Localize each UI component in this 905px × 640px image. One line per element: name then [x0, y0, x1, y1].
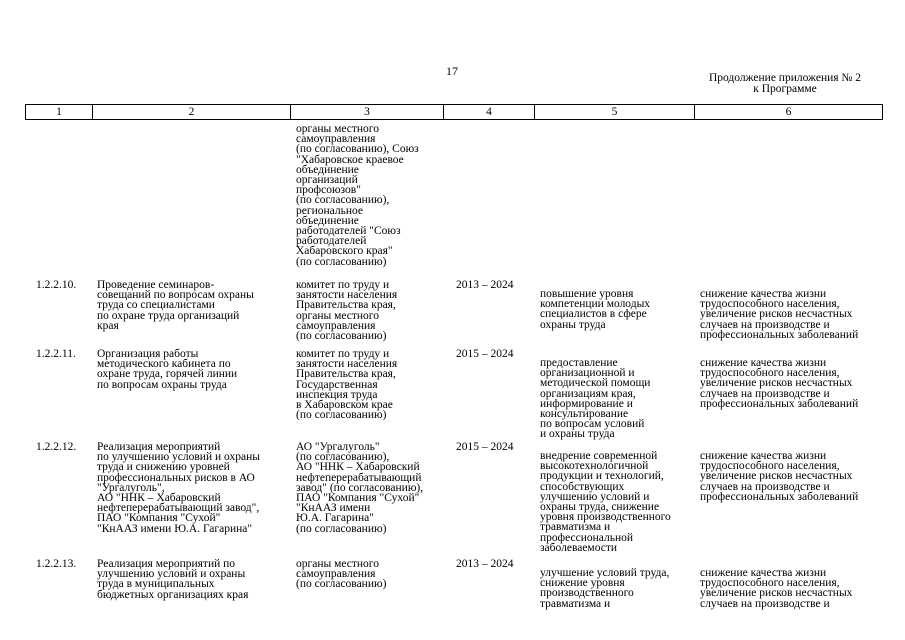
activity-cell [97, 442, 260, 534]
cell-line: занятости населения [296, 358, 398, 371]
cell-line: методической помощи [540, 377, 651, 390]
period-cell: 2015 – 2024 [456, 441, 514, 453]
executors-cell [296, 280, 397, 341]
cell-line: специалистов в сфере [540, 308, 647, 321]
cell-line: края [97, 319, 119, 332]
result-cell [540, 358, 650, 440]
cell-line: Правительства края, [296, 299, 396, 312]
cell-line: нефтеперерабатывающий [296, 471, 422, 484]
cell-line: организациям края, [540, 387, 636, 400]
cell-line: уровня производственного [540, 511, 671, 524]
cell-line: Государственная [296, 378, 378, 391]
cell-line: высокотехнологичной [540, 460, 649, 473]
cell-line: профессиональных заболеваний [700, 397, 859, 410]
activity-cell [97, 559, 248, 600]
cell-line: "Хабаровское краевое [296, 153, 404, 166]
cell-line: предоставление [540, 357, 618, 369]
cell-line: трудоспособного населения, [700, 460, 840, 473]
cell-line: АО "ННК – Хабаровский [296, 461, 420, 474]
row-number-cell: 1.2.2.13. [36, 558, 77, 570]
cell-line: ПАО "Компания "Сухой" [296, 492, 420, 505]
page-number: 17 [446, 64, 458, 78]
period-cell: 2013 – 2024 [456, 279, 514, 291]
cell-line: охране труда, горячей линии [97, 368, 238, 381]
cell-line: "КнААЗ имени Ю.А. Гагарина" [97, 522, 253, 535]
cell-line: продукции и технологий, [540, 470, 664, 483]
cell-line: по вопросам охраны труда [97, 378, 227, 391]
cell-line: по охране труда организаций [97, 309, 240, 322]
cell-line: "КнААЗ имени [296, 502, 371, 515]
cell-line: снижение уровня [540, 577, 625, 590]
column-header: 6 [694, 104, 883, 120]
cell-line: комитет по труду и [296, 348, 390, 360]
cell-line: снижение качества жизни [700, 567, 827, 579]
executors-cell [296, 559, 386, 590]
cell-line: Реализация мероприятий [97, 441, 221, 453]
result-cell [540, 451, 671, 553]
cell-line: работодателей "Союз [296, 225, 401, 238]
appendix-note [690, 73, 880, 95]
cell-line: увеличение рисков несчастных [700, 470, 853, 483]
cell-line: внедрение современной [540, 450, 658, 462]
cell-line: информирование и [540, 397, 633, 410]
cell-line: снижение качества жизни [700, 357, 827, 369]
cell-line: региональное [296, 204, 363, 217]
result-cell [540, 289, 650, 330]
cell-line: органы местного [296, 558, 379, 570]
risk-cell [700, 568, 852, 609]
cell-line: в Хабаровском крае [296, 399, 393, 412]
appendix-line: к Программе [753, 83, 817, 95]
cell-line: труда и снижению уровней [97, 461, 230, 474]
risk-cell [700, 289, 858, 340]
cell-line: Ю.А. Гагарина" [296, 512, 374, 525]
cell-line: компетенции молодых [540, 298, 651, 311]
cell-line: охраны труда [540, 318, 606, 331]
cell-line: бюджетных организациях края [97, 588, 249, 601]
cell-line: случаев на производстве и [700, 318, 830, 331]
result-cell [540, 568, 669, 609]
cell-line: случаев на производстве и [700, 597, 830, 610]
cell-line: заболеваемости [540, 541, 618, 554]
executors-cell [296, 349, 397, 420]
cell-line: труда со специалистами [97, 299, 215, 312]
cell-line: АО "ННК – Хабаровский [97, 492, 221, 505]
executors-cell [296, 442, 423, 534]
cell-line: снижение качества жизни [700, 450, 827, 462]
cell-line: (по согласованию) [296, 522, 387, 535]
column-header: 4 [443, 104, 534, 120]
cell-line: улучшению условий и охраны [97, 568, 246, 581]
cell-line: совещаний по вопросам охраны [97, 289, 254, 302]
cell-line: увеличение рисков несчастных [700, 308, 853, 321]
column-header: 3 [290, 104, 443, 120]
cell-line: профессиональных заболеваний [700, 490, 859, 503]
cell-line: работодателей [296, 235, 367, 248]
cell-line: "Ургалуголь", [97, 481, 165, 494]
cell-line: организаций [296, 174, 358, 187]
cell-line: (по согласованию) [296, 255, 387, 268]
cell-line: увеличение рисков несчастных [700, 377, 853, 390]
activity-cell [97, 280, 254, 331]
cell-line: улучшение условий труда, [540, 567, 670, 579]
cell-line: (по согласованию) [296, 578, 387, 591]
cell-line: консультирование [540, 408, 629, 421]
cell-line: по вопросам условий [540, 418, 645, 431]
cell-line: Проведение семинаров- [97, 279, 215, 291]
cell-line: профессиональных рисков в АО [97, 471, 255, 484]
cell-line: производственного [540, 587, 634, 600]
cell-line: снижение качества жизни [700, 288, 827, 300]
cell-line: нефтеперерабатывающий завод", [97, 502, 260, 515]
cell-line: органы местного [296, 309, 379, 322]
cell-line: Реализация мероприятий по [97, 558, 236, 570]
cell-line: самоуправления [296, 319, 376, 332]
cell-line: Хабаровского края" [296, 245, 393, 258]
column-header: 5 [534, 104, 694, 120]
cell-line: случаев на производстве и [700, 387, 830, 400]
cell-line: и охраны труда [540, 428, 615, 441]
cell-line: по улучшению условий и охраны [97, 451, 260, 464]
row-number-cell: 1.2.2.10. [36, 279, 77, 291]
activity-cell [97, 349, 237, 390]
cell-line: способствующих [540, 480, 625, 493]
row-number-cell: 1.2.2.12. [36, 441, 77, 453]
cell-line: профессиональных заболеваний [700, 328, 859, 341]
cell-line: профсоюзов" [296, 184, 361, 197]
cell-line: (по согласованию), [296, 451, 390, 464]
cell-line: самоуправления [296, 568, 376, 581]
cell-line: организационной и [540, 367, 635, 380]
cell-line: трудоспособного населения, [700, 577, 840, 590]
cell-line: улучшению условий и [540, 490, 650, 503]
cell-line: (по согласованию), Союз [296, 143, 419, 156]
cell-line: травматизма и [540, 521, 611, 534]
cell-line: трудоспособного населения, [700, 367, 840, 380]
cell-line: занятости населения [296, 289, 398, 302]
cell-line: завод" (по согласованию), [296, 481, 424, 494]
cell-line: АО "Ургалуголь" [296, 441, 380, 453]
cell-line: (по согласованию) [296, 409, 387, 422]
risk-cell [700, 451, 858, 502]
column-header: 2 [92, 104, 290, 120]
cell-line: профессиональной [540, 531, 634, 544]
period-cell: 2013 – 2024 [456, 558, 514, 570]
cell-line: Правительства края, [296, 368, 396, 381]
cell-line: травматизма и [540, 597, 611, 610]
cell-line: повышение уровня [540, 288, 634, 300]
cell-line: увеличение рисков несчастных [700, 587, 853, 600]
cell-line: трудоспособного населения, [700, 298, 840, 311]
cell-line: самоуправления [296, 133, 376, 146]
cell-line: случаев на производстве и [700, 480, 830, 493]
risk-cell [700, 358, 858, 409]
cell-line: инспекция труда [296, 388, 378, 401]
period-cell: 2015 – 2024 [456, 348, 514, 360]
cell-line: органы местного [296, 123, 379, 135]
cell-line: Организация работы [97, 348, 199, 360]
continuation-executors-cell [296, 124, 419, 267]
cell-line: ПАО "Компания "Сухой" [97, 512, 221, 525]
cell-line: объединение [296, 214, 359, 227]
row-number-cell: 1.2.2.11. [36, 348, 76, 360]
appendix-line: Продолжение приложения № 2 [708, 72, 862, 84]
column-header: 1 [25, 104, 92, 120]
cell-line: комитет по труду и [296, 279, 390, 291]
cell-line: объединение [296, 163, 359, 176]
cell-line: охраны труда, снижение [540, 501, 660, 514]
cell-line: (по согласованию), [296, 194, 390, 207]
cell-line: (по согласованию) [296, 330, 387, 343]
cell-line: труда в муниципальных [97, 578, 215, 591]
cell-line: методического кабинета по [97, 358, 231, 371]
